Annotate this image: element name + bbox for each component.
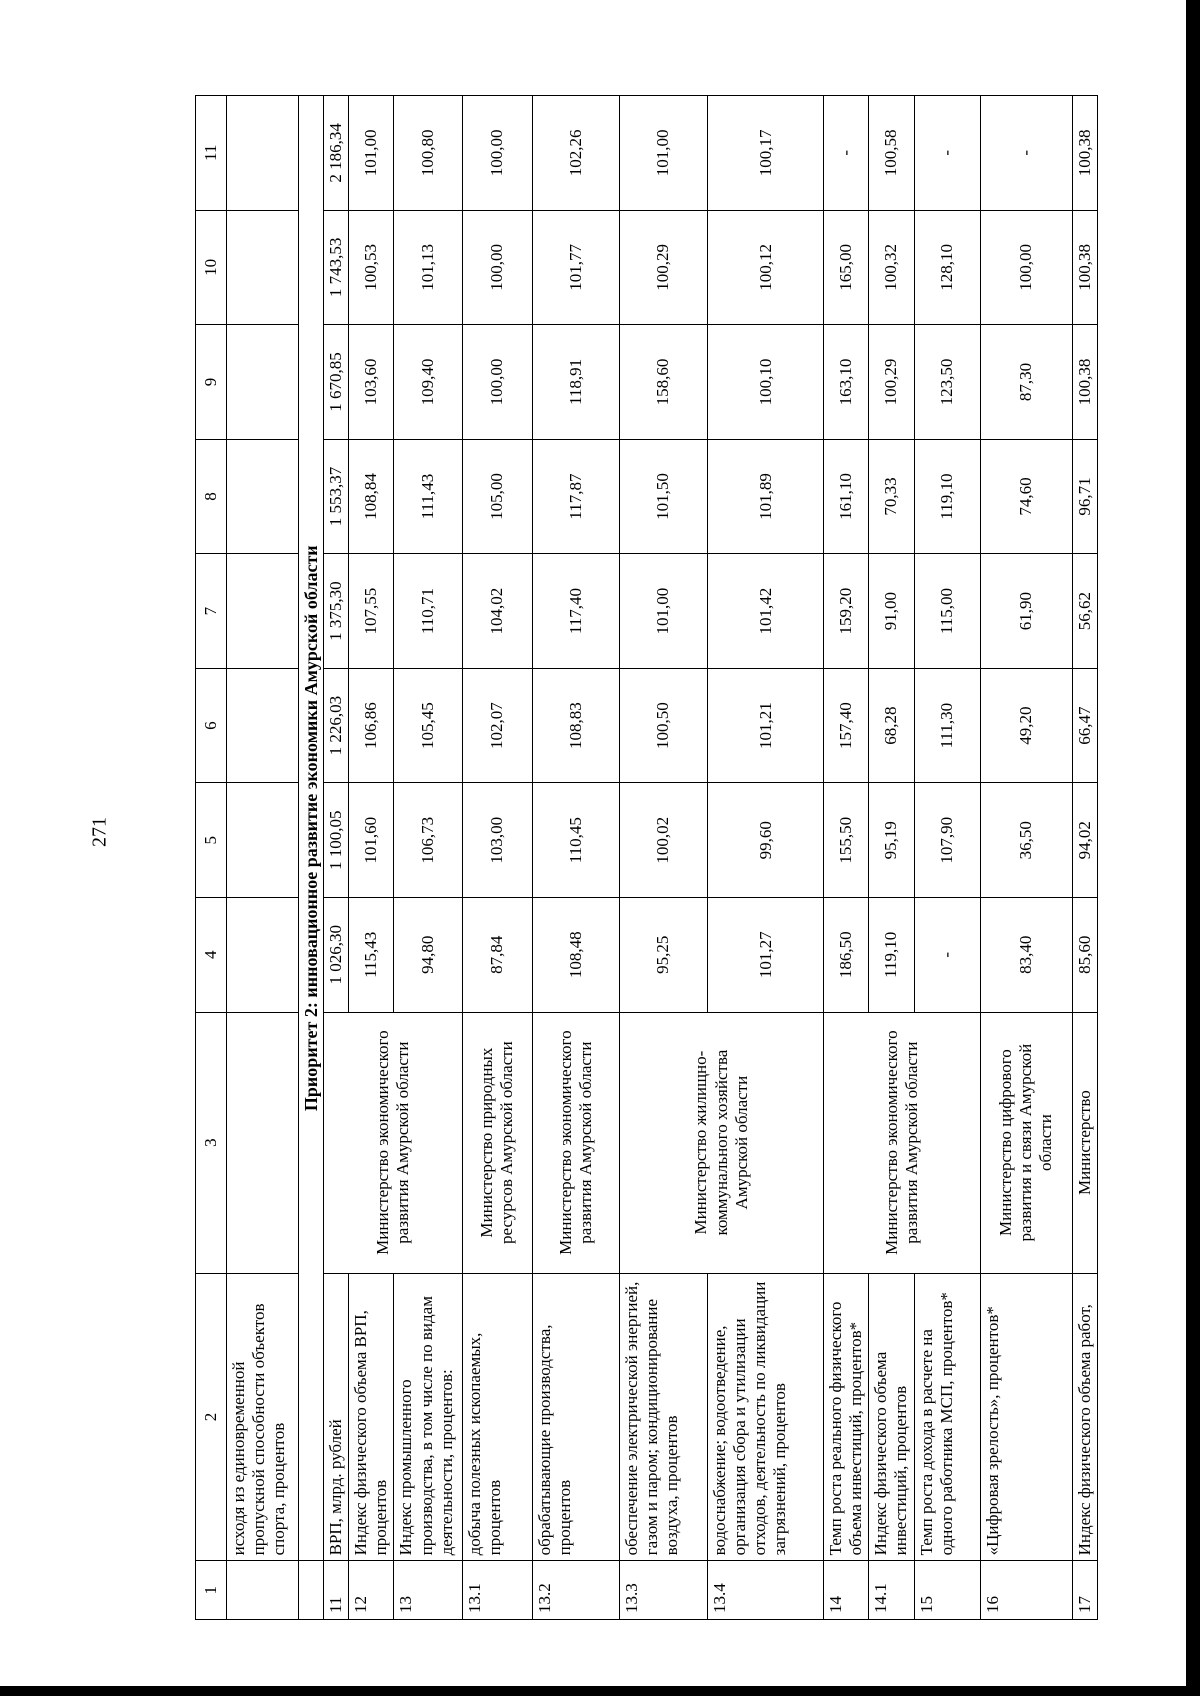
value-cell: 101,77 xyxy=(532,210,619,325)
value-cell: 61,90 xyxy=(980,554,1072,669)
value-cell: 161,10 xyxy=(824,439,869,554)
value-cell: 110,45 xyxy=(532,783,619,898)
table-row xyxy=(532,96,619,1620)
row-number: 12 xyxy=(349,1561,394,1620)
value-cell: 106,86 xyxy=(349,668,394,783)
indicator-name: «Цифровая зрелость», процентов* xyxy=(980,1273,1072,1561)
value-cell: 100,00 xyxy=(462,210,532,325)
value-cell: 101,13 xyxy=(394,210,462,325)
value-cell: 186,50 xyxy=(824,898,869,1013)
row-number: 11 xyxy=(324,1561,349,1620)
table-row xyxy=(980,96,1072,1620)
responsible-ministry: Министерство экономического развития Амурской области xyxy=(824,1012,980,1273)
value-cell: 107,90 xyxy=(914,783,980,898)
value-cell: 106,73 xyxy=(394,783,462,898)
table-row xyxy=(914,96,980,1620)
value-cell: 1 743,53 xyxy=(324,210,349,325)
value-cell: 100,12 xyxy=(708,210,824,325)
table-row xyxy=(824,96,869,1620)
value-cell: 100,38 xyxy=(1072,210,1097,325)
table-row xyxy=(227,96,299,1620)
indicator-name: Темп роста реального физического объема инвестиций, процентов* xyxy=(824,1273,869,1561)
value-cell: 101,21 xyxy=(708,668,824,783)
value-cell: 66,47 xyxy=(1072,668,1097,783)
table-row xyxy=(708,96,824,1620)
row-number: 14.1 xyxy=(869,1561,914,1620)
column-header: 9 xyxy=(196,325,227,440)
value-cell: - xyxy=(914,96,980,211)
value-cell: 101,00 xyxy=(619,554,707,669)
indicator-name: Индекс физического объема инвестиций, процентов xyxy=(869,1273,914,1561)
value-cell: 100,38 xyxy=(1072,325,1097,440)
value-cell: 95,19 xyxy=(869,783,914,898)
value-cell: 117,40 xyxy=(532,554,619,669)
value-cell: 1 553,37 xyxy=(324,439,349,554)
rotated-table-container xyxy=(195,95,1098,1620)
value-cell: 83,40 xyxy=(980,898,1072,1013)
row-number: 15 xyxy=(914,1561,980,1620)
table-header-row xyxy=(196,96,227,1620)
column-header: 5 xyxy=(196,783,227,898)
value-cell: 1 375,30 xyxy=(324,554,349,669)
value-cell: 100,00 xyxy=(462,325,532,440)
value-cell: 101,50 xyxy=(619,439,707,554)
value-cell: 94,80 xyxy=(394,898,462,1013)
table-row xyxy=(349,96,394,1620)
value-cell: - xyxy=(914,898,980,1013)
row-number: 13 xyxy=(394,1561,462,1620)
column-header: 7 xyxy=(196,554,227,669)
value-cell: 101,42 xyxy=(708,554,824,669)
responsible-ministry: Министерство экономического развития Амурской области xyxy=(532,1012,619,1273)
row-number: 13.2 xyxy=(532,1561,619,1620)
value-cell: 1 100,05 xyxy=(324,783,349,898)
column-header: 1 xyxy=(196,1561,227,1620)
indicator-name: Темп роста дохода в расчете на одного работника МСП, процентов* xyxy=(914,1273,980,1561)
value-cell: 100,32 xyxy=(869,210,914,325)
indicator-name: Индекс физического объема ВРП, процентов xyxy=(349,1273,394,1561)
table-row xyxy=(619,96,707,1620)
responsible-ministry: Министерство природных ресурсов Амурской области xyxy=(462,1012,532,1273)
value-cell: 100,10 xyxy=(708,325,824,440)
value-cell: 100,00 xyxy=(980,210,1072,325)
value-cell: 100,02 xyxy=(619,783,707,898)
value-cell: 95,25 xyxy=(619,898,707,1013)
value-cell: 105,00 xyxy=(462,439,532,554)
row-number: 13.3 xyxy=(619,1561,707,1620)
value-cell: 103,60 xyxy=(349,325,394,440)
column-header: 8 xyxy=(196,439,227,554)
data-table xyxy=(195,95,1098,1620)
value-cell: 100,53 xyxy=(349,210,394,325)
value-cell: 87,84 xyxy=(462,898,532,1013)
value-cell: 100,50 xyxy=(619,668,707,783)
value-cell: 103,00 xyxy=(462,783,532,898)
value-cell: 104,02 xyxy=(462,554,532,669)
indicator-name: Индекс физического объема работ, xyxy=(1072,1273,1097,1561)
page-number-text: 271 xyxy=(88,817,111,847)
column-header: 6 xyxy=(196,668,227,783)
value-cell: 101,00 xyxy=(349,96,394,211)
indicator-name: ВРП, млрд. рублей xyxy=(324,1273,349,1561)
row-number: 16 xyxy=(980,1561,1072,1620)
value-cell: 158,60 xyxy=(619,325,707,440)
table-row xyxy=(324,96,349,1620)
value-cell: 70,33 xyxy=(869,439,914,554)
table-row xyxy=(1072,96,1097,1620)
indicator-name: обеспечение электрической энергией, газом и паром; кондиционирование воздуха, процентов xyxy=(619,1273,707,1561)
value-cell: 100,17 xyxy=(708,96,824,211)
value-cell: 1 670,85 xyxy=(324,325,349,440)
indicator-name: Индекс промышленного производства, в том числе по видам деятельности, процентов: xyxy=(394,1273,462,1561)
value-cell: 111,43 xyxy=(394,439,462,554)
value-cell: 99,60 xyxy=(708,783,824,898)
value-cell: 159,20 xyxy=(824,554,869,669)
value-cell: 128,10 xyxy=(914,210,980,325)
value-cell: 108,84 xyxy=(349,439,394,554)
value-cell: 85,60 xyxy=(1072,898,1097,1013)
column-header: 2 xyxy=(196,1273,227,1561)
value-cell: 109,40 xyxy=(394,325,462,440)
value-cell: 105,45 xyxy=(394,668,462,783)
responsible-ministry: Министерство экономического развития Амурской области xyxy=(324,1012,462,1273)
column-header: 11 xyxy=(196,96,227,211)
value-cell: 110,71 xyxy=(394,554,462,669)
value-cell: 118,91 xyxy=(532,325,619,440)
row-number: 14 xyxy=(824,1561,869,1620)
value-cell: 115,00 xyxy=(914,554,980,669)
value-cell: 101,00 xyxy=(619,96,707,211)
table-row xyxy=(462,96,532,1620)
value-cell: 100,58 xyxy=(869,96,914,211)
row-number: 13.1 xyxy=(462,1561,532,1620)
row-number: 13.4 xyxy=(708,1561,824,1620)
value-cell: 74,60 xyxy=(980,439,1072,554)
value-cell: 163,10 xyxy=(824,325,869,440)
value-cell: 123,50 xyxy=(914,325,980,440)
value-cell: 108,48 xyxy=(532,898,619,1013)
page-edge-right xyxy=(1186,0,1200,1690)
value-cell: 111,30 xyxy=(914,668,980,783)
value-cell: 2 186,34 xyxy=(324,96,349,211)
column-header: 10 xyxy=(196,210,227,325)
responsible-ministry: Министерство xyxy=(1072,1012,1097,1273)
value-cell: 102,26 xyxy=(532,96,619,211)
value-cell: 1 026,30 xyxy=(324,898,349,1013)
value-cell: 91,00 xyxy=(869,554,914,669)
value-cell: - xyxy=(980,96,1072,211)
column-header: 4 xyxy=(196,898,227,1013)
row-number xyxy=(227,1561,299,1620)
indicator-name: обрабатывающие производства, процентов xyxy=(532,1273,619,1561)
value-cell: - xyxy=(824,96,869,211)
value-cell: 108,83 xyxy=(532,668,619,783)
page-number xyxy=(80,812,120,852)
priority-row xyxy=(299,96,324,1620)
value-cell: 101,27 xyxy=(708,898,824,1013)
value-cell: 100,38 xyxy=(1072,96,1097,211)
value-cell: 100,29 xyxy=(869,325,914,440)
indicator-name: исходя из единовременной пропускной способности объектов спорта, процентов xyxy=(227,1273,299,1561)
value-cell: 36,50 xyxy=(980,783,1072,898)
table-row xyxy=(394,96,462,1620)
value-cell: 119,10 xyxy=(914,439,980,554)
value-cell: 96,71 xyxy=(1072,439,1097,554)
value-cell: 155,50 xyxy=(824,783,869,898)
value-cell: 119,10 xyxy=(869,898,914,1013)
indicator-name: добыча полезных ископаемых, процентов xyxy=(462,1273,532,1561)
value-cell: 56,62 xyxy=(1072,554,1097,669)
value-cell: 101,60 xyxy=(349,783,394,898)
row-number: 17 xyxy=(1072,1561,1097,1620)
value-cell: 115,43 xyxy=(349,898,394,1013)
column-header: 3 xyxy=(196,1012,227,1273)
value-cell: 100,80 xyxy=(394,96,462,211)
value-cell: 117,87 xyxy=(532,439,619,554)
value-cell: 165,00 xyxy=(824,210,869,325)
value-cell: 49,20 xyxy=(980,668,1072,783)
priority-title: Приоритет 2: инновационное развитие экономики Амурской области xyxy=(299,96,324,1561)
value-cell: 100,00 xyxy=(462,96,532,211)
value-cell: 68,28 xyxy=(869,668,914,783)
value-cell: 1 226,03 xyxy=(324,668,349,783)
responsible-ministry: Министерство цифрового развития и связи Амурской области xyxy=(980,1012,1072,1273)
table-row xyxy=(869,96,914,1620)
value-cell: 94,02 xyxy=(1072,783,1097,898)
page-edge-bottom xyxy=(0,1686,1200,1696)
responsible-ministry: Министерство жилищно-коммунального хозяйства Амурской области xyxy=(619,1012,823,1273)
value-cell: 101,89 xyxy=(708,439,824,554)
value-cell: 100,29 xyxy=(619,210,707,325)
value-cell: 102,07 xyxy=(462,668,532,783)
value-cell: 157,40 xyxy=(824,668,869,783)
value-cell: 87,30 xyxy=(980,325,1072,440)
value-cell: 107,55 xyxy=(349,554,394,669)
indicator-name: водоснабжение; водоотведение, организация сбора и утилизации отходов, деятельность по ликвидации загрязнений, процентов xyxy=(708,1273,824,1561)
